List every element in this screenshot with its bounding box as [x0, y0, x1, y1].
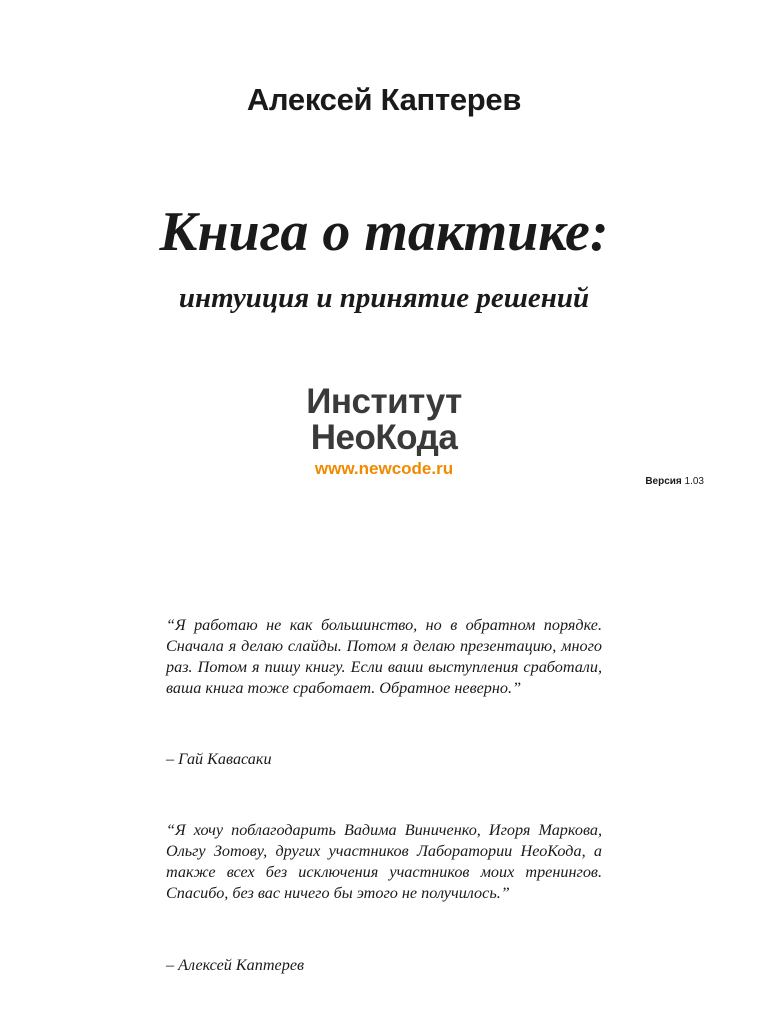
logo-line-neocode: НеоКода — [310, 418, 458, 457]
epigraph-quote-kawasaki: “Я работаю не как большинство, но в обратном порядке. Сначала я делаю слайды. Потом я делаю презентацию, много раз. Потом я пишу книгу. Если ваши выступления сработали, ваша книга тоже сработает. Обратное неверно.” — [166, 616, 602, 697]
publisher-logo — [268, 384, 500, 480]
version-label: Версия — [645, 476, 682, 487]
author-name: Алексей Каптерев — [246, 82, 522, 117]
logo-line-institute: Институт — [306, 382, 462, 421]
publisher-url: www.newcode.ru — [314, 459, 454, 478]
version-info — [600, 476, 704, 487]
acknowledgement-quote: “Я хочу поблагодарить Вадима Виниченко, Игоря Маркова, Ольгу Зотову, других участников Лаборатории НеоКода, а также всех без исключения участников моих тренингов. Спасибо, без вас ничего бы этого не получилось.” — [166, 821, 602, 902]
epigraph-attribution-kawasaki: – Гай Кавасаки — [166, 750, 272, 768]
book-title: Книга о тактике: — [159, 201, 609, 263]
book-subtitle: интуиция и принятие решений — [178, 282, 590, 314]
version-number: 1.03 — [684, 476, 704, 487]
acknowledgement-attribution: – Алексей Каптерев — [166, 956, 305, 974]
